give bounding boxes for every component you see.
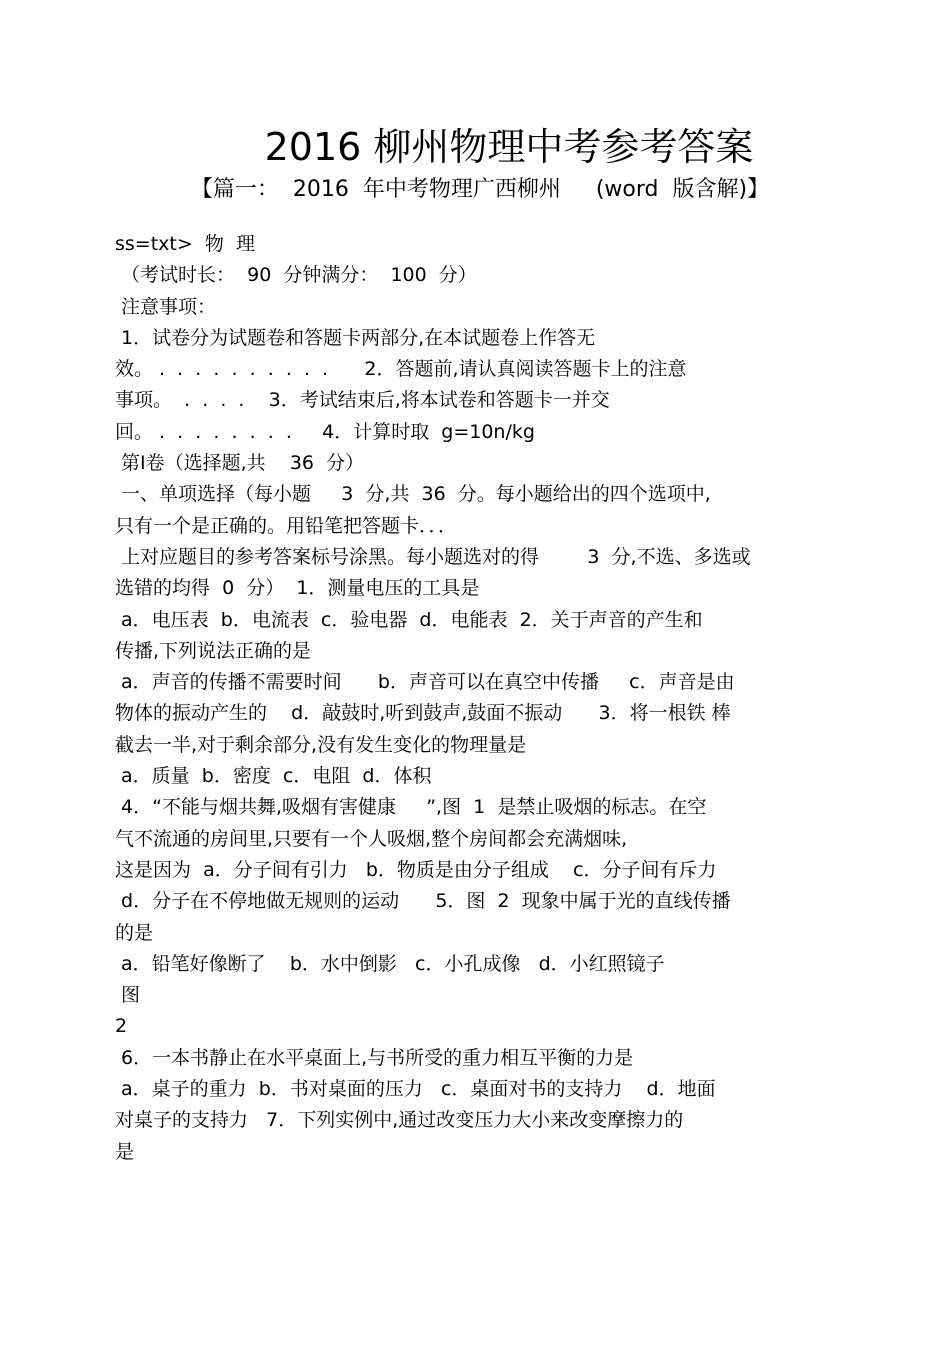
body-line: 是 [115,1140,135,1163]
body-line: 对桌子的支持力 7．下列实例中,通过改变压力大小来改变摩擦力的 [115,1109,684,1132]
body-line: a．电压表 b．电流表 c．验电器 d．电能表 2．关于声音的产生和 [115,608,703,631]
body-line: 传播,下列说法正确的是 [115,639,312,662]
body-line: 第Ⅰ卷（选择题,共 36 分） [115,452,365,475]
body-line: 上对应题目的参考答案标号涂黑。每小题选对的得 3 分,不选、多选或 [115,545,751,568]
body-line: 这是因为 a．分子间有引力 b．物质是由分子组成 c．分子间有斥力 [115,858,717,881]
body-line: a．铅笔好像断了 b．水中倒影 c．小孔成像 d．小红照镜子 [115,952,665,975]
body-line: 效。 . . . . . . . . . . 2．答题前,请认真阅读答题卡上的注意 [115,358,687,381]
body-line: 只有一个是正确的。用铅笔把答题卡．．． [115,514,458,537]
body-line: 截去一半,对于剩余部分,没有发生变化的物理量是 [115,733,527,756]
body-line: 选错的均得 0 分） 1．测量电压的工具是 [115,577,480,600]
document-subtitle: 【篇一： 2016 年中考物理广西柳州 (word 版含解)】 [190,177,770,202]
body-line: （考试时长： 90 分钟满分： 100 分） [115,264,477,287]
body-line: a．声音的传播不需要时间 b．声音可以在真空中传播 c．声音是由 [115,671,735,694]
body-line: 2 [115,1015,128,1038]
body-line: a．质量 b．密度 c．电阻 d．体积 [115,765,432,788]
body-line: 1．试卷分为试题卷和答题卡两部分,在本试题卷上作答无 [115,326,596,349]
body-line: d．分子在不停地做无规则的运动 5．图 2 现象中属于光的直线传播 [115,890,731,913]
body-line: a．桌子的重力 b．书对桌面的压力 c．桌面对书的支持力 d．地面 [115,1078,716,1101]
body-line: 的是 [115,921,154,944]
body-line: 回。 . . . . . . . . 4．计算时取 g=10n/kg [115,420,535,443]
body-line: 图 [115,984,141,1007]
document-body [115,229,845,1168]
body-line: 气不流通的房间里,只要有一个人吸烟,整个房间都会充满烟味, [115,827,628,850]
body-line: 物体的振动产生的 d．敲鼓时,听到鼓声,鼓面不振动 3．将一根铁 棒 [115,702,731,725]
body-line: 4．“不能与烟共舞,吸烟有害健康 ”,图 1 是禁止吸烟的标志。在空 [115,796,707,819]
body-line: 6．一本书静止在水平桌面上,与书所受的重力相互平衡的力是 [115,1046,634,1069]
body-line: 注意事项： [115,295,217,318]
body-line: ss=txt> 物 理 [115,233,255,255]
document-title: 2016 柳州物理中考参考答案 [264,125,754,169]
body-line: 事项。 . . . . 3．考试结束后,将本试卷和答题卡一并交 [115,389,610,412]
body-line: 一、单项选择（每小题 3 分,共 36 分。每小题给出的四个选项中, [115,483,711,506]
